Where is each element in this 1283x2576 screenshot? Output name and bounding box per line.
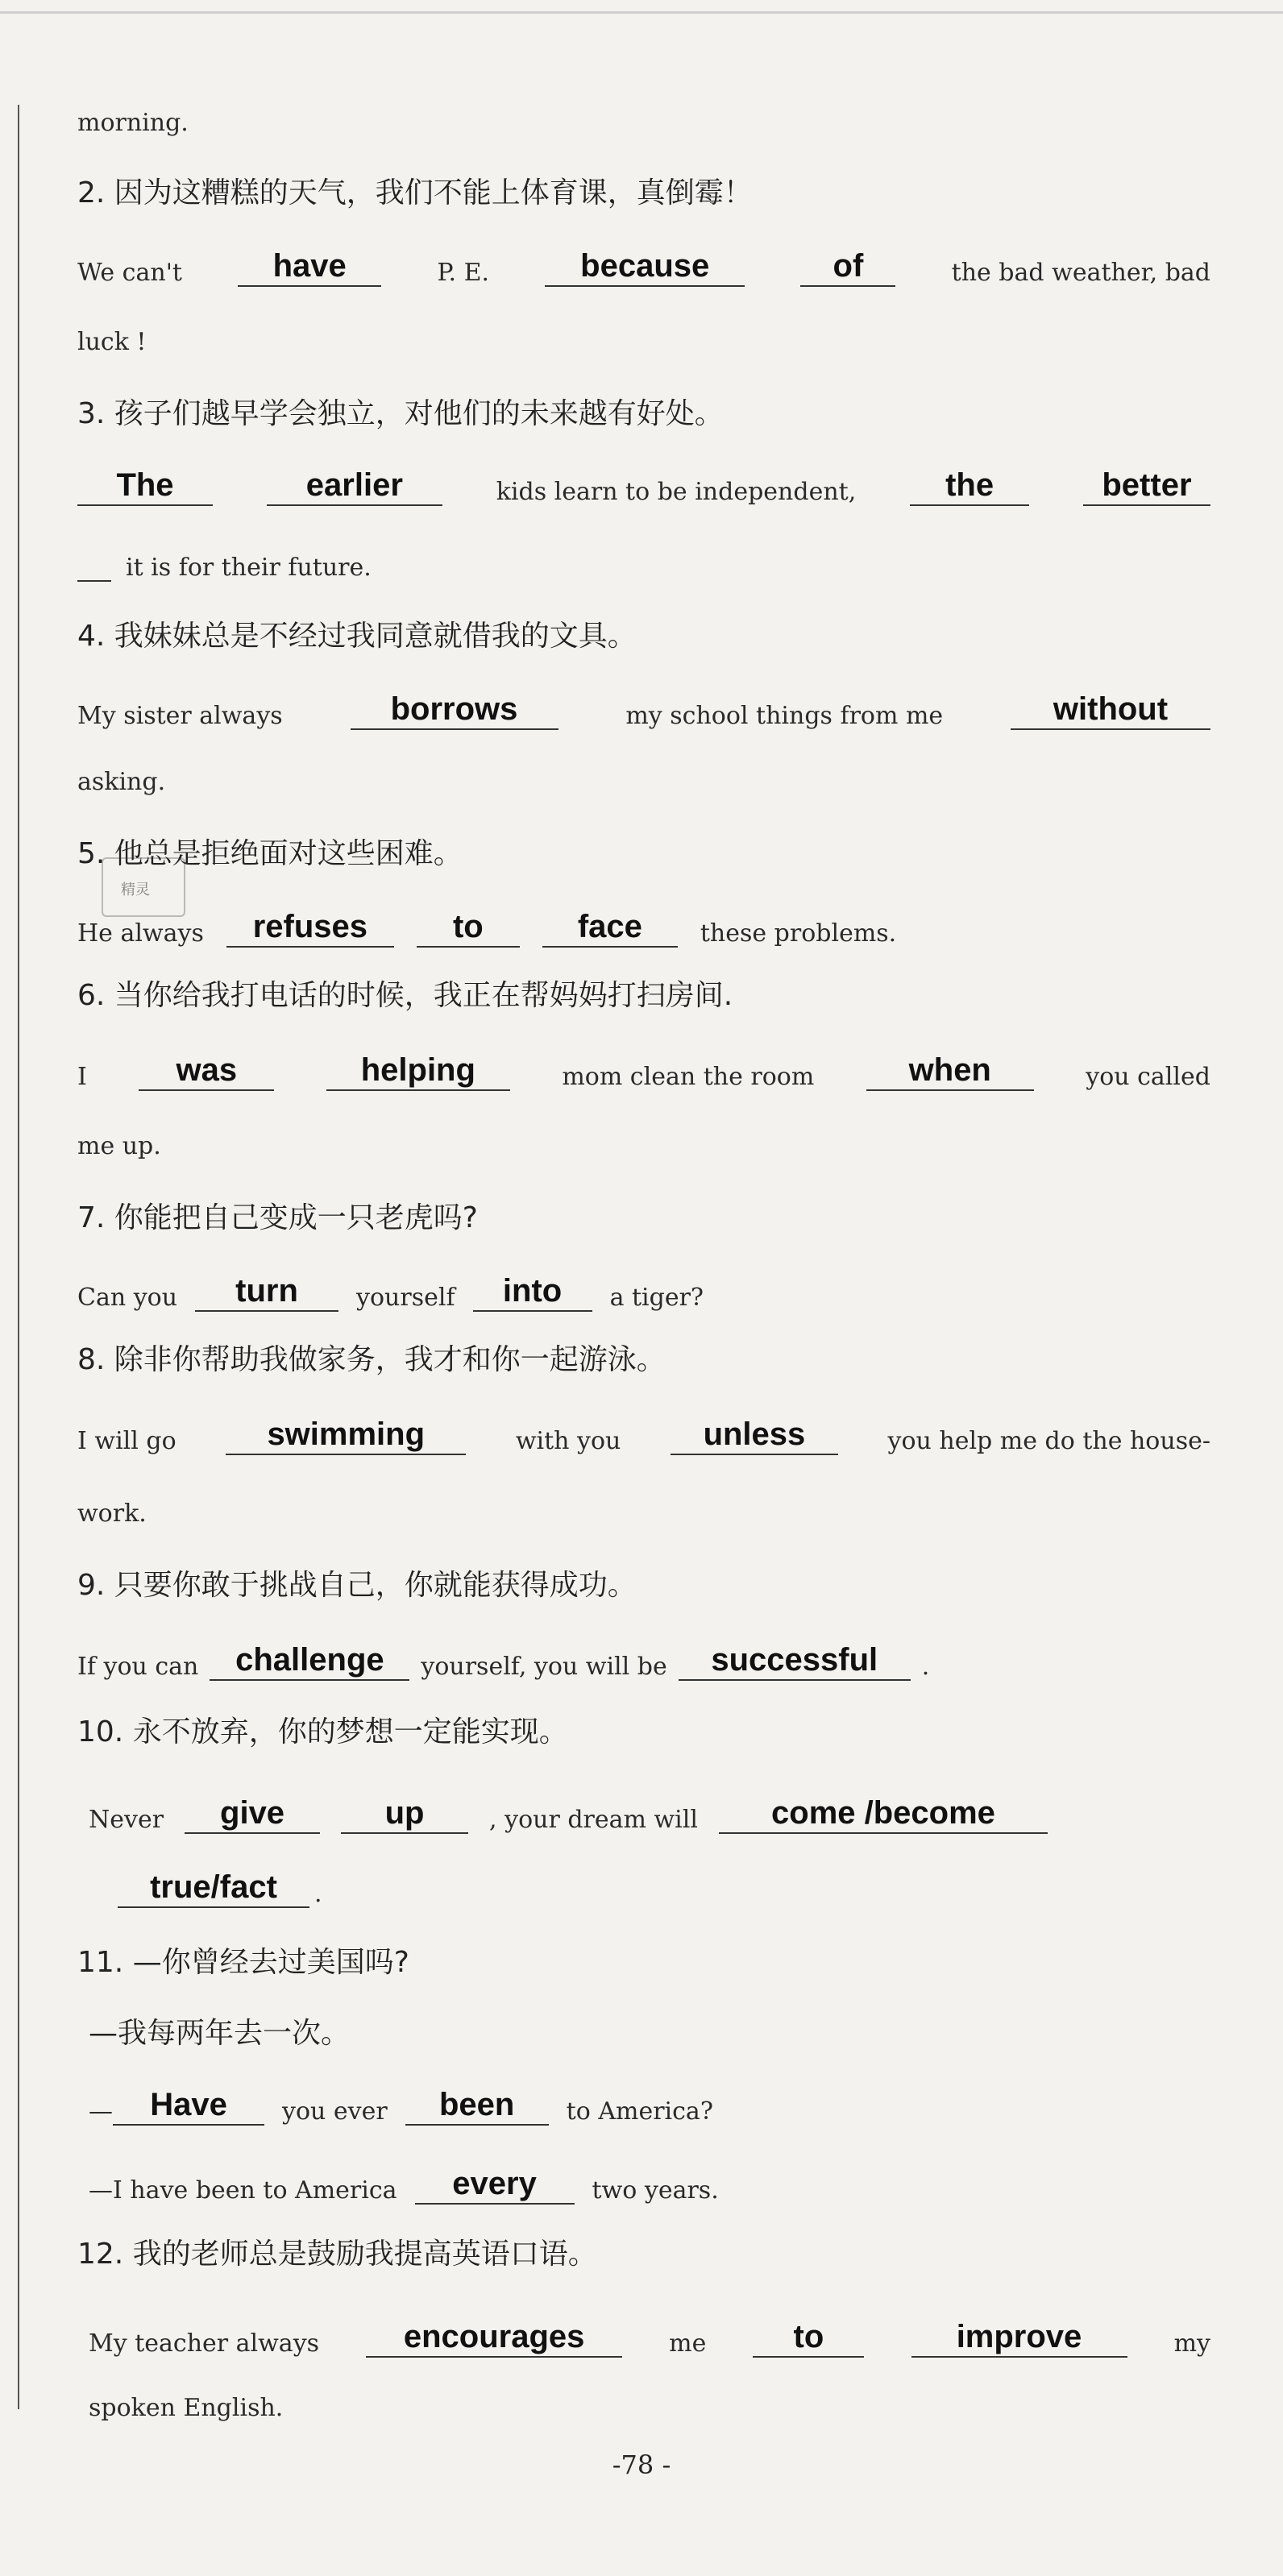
- q10-answer-1: give: [185, 1797, 320, 1834]
- q9-chinese: 9. 只要你敢于挑战自己，你就能获得成功。: [77, 1569, 637, 1602]
- q8-tail: work.: [77, 1500, 147, 1528]
- q10-text-2: , your dream will: [489, 1806, 698, 1834]
- q2-answer-1: have: [238, 250, 381, 287]
- q7-answer-2: into: [473, 1275, 592, 1312]
- q3-text-1: kids learn to be independent,: [496, 478, 857, 506]
- q3-answer-2: earlier: [267, 469, 442, 506]
- q5-answer-3: face: [542, 911, 678, 948]
- q7-text-2: yourself: [356, 1284, 455, 1312]
- q11-answer-2: been: [405, 2089, 549, 2126]
- q11-text-1: —: [89, 2097, 113, 2126]
- q12-text-3: my: [1173, 2329, 1210, 2358]
- left-margin-line: [18, 105, 19, 2409]
- q12-answer-1: encourages: [366, 2321, 622, 2358]
- q2-chinese: 2. 因为这糟糕的天气，我们不能上体育课，真倒霉！: [77, 176, 753, 209]
- q7-answer-1: turn: [195, 1275, 338, 1312]
- q11-text-5: two years.: [592, 2176, 719, 2205]
- q9-answer-2: successful: [679, 1644, 911, 1681]
- q8-text-2: with you: [515, 1427, 621, 1455]
- q10-english-2: [77, 1871, 1210, 1908]
- q12-english: [77, 2321, 1210, 2358]
- q12-tail: spoken English.: [89, 2394, 284, 2422]
- q2-tail: luck !: [77, 328, 147, 356]
- q10-text-1: Never: [89, 1806, 164, 1834]
- q10-chinese: 10. 永不放弃，你的梦想一定能实现。: [77, 1715, 568, 1748]
- q12-text-1: My teacher always: [89, 2329, 320, 2358]
- q8-answer-1: swimming: [226, 1418, 466, 1455]
- q9-text-3: .: [921, 1653, 930, 1681]
- q4-text-2: my school things from me: [625, 702, 944, 730]
- page-number: -78 -: [612, 2449, 671, 2480]
- q2-text-2: P. E.: [437, 259, 490, 287]
- q8-text-1: I will go: [77, 1427, 176, 1455]
- q2-text-1: We can't: [77, 259, 182, 287]
- q6-english: [77, 1054, 1210, 1091]
- q12-text-2: me: [669, 2329, 707, 2358]
- q11-english-2: [77, 2167, 1210, 2205]
- q3-chinese: 3. 孩子们越早学会独立，对他们的未来越有好处。: [77, 397, 724, 430]
- q5-answer-1: refuses: [226, 911, 394, 948]
- q7-text-1: Can you: [77, 1284, 178, 1312]
- q2-answer-3: of: [800, 250, 895, 287]
- q2-answer-2: because: [545, 250, 745, 287]
- q3-answer-4: better: [1083, 469, 1210, 506]
- q11-text-4: —I have been to America: [89, 2176, 397, 2205]
- q12-chinese: 12. 我的老师总是鼓励我提高英语口语。: [77, 2238, 597, 2271]
- q6-text-1: I: [77, 1063, 87, 1091]
- top-rule: [0, 11, 1283, 14]
- q3-answer-3: the: [910, 469, 1029, 506]
- q11-english-1: [77, 2089, 1210, 2126]
- q4-chinese: 4. 我妹妹总是不经过我同意就借我的文具。: [77, 620, 637, 653]
- q10-text-3: .: [314, 1880, 322, 1908]
- q3-tail: it is for their future.: [126, 554, 372, 582]
- q1-tail: morning.: [77, 109, 189, 137]
- q8-chinese: 8. 除非你帮助我做家务，我才和你一起游泳。: [77, 1343, 666, 1376]
- q5-text-2: these problems.: [700, 919, 897, 948]
- q6-answer-3: when: [866, 1054, 1034, 1091]
- q8-text-3: you help me do the house-: [887, 1427, 1210, 1455]
- q6-chinese: 6. 当你给我打电话的时候，我正在帮妈妈打扫房间.: [77, 979, 733, 1012]
- q5-chinese: 5. 他总是拒绝面对这些困难。: [77, 837, 463, 870]
- q2-english: [77, 250, 1210, 287]
- q9-answer-1: challenge: [210, 1644, 409, 1681]
- q10-answer-3: come /become: [719, 1797, 1048, 1834]
- q11-answer-3: every: [415, 2167, 575, 2205]
- q6-text-3: you called: [1086, 1063, 1210, 1091]
- q3-tail-line: [77, 553, 1210, 582]
- q4-english: [77, 693, 1210, 730]
- q11-answer-1: Have: [113, 2089, 264, 2126]
- q3-answer-1: The: [77, 469, 213, 506]
- q2-text-3: the bad weather, bad: [951, 259, 1210, 287]
- q12-answer-2: to: [753, 2321, 864, 2358]
- q9-text-2: yourself, you will be: [421, 1653, 667, 1681]
- q5-text-1: He always: [77, 919, 204, 948]
- q10-english: [77, 1797, 1210, 1834]
- q6-tail: me up.: [77, 1132, 161, 1160]
- q4-text-1: My sister always: [77, 702, 283, 730]
- q11-text-2: you ever: [282, 2097, 388, 2126]
- q7-chinese: 7. 你能把自己变成一只老虎吗?: [77, 1201, 478, 1234]
- q7-text-3: a tiger?: [609, 1284, 704, 1312]
- q9-english: [77, 1644, 1210, 1681]
- q6-answer-2: helping: [326, 1054, 510, 1091]
- q11-chinese-1: 11. —你曾经去过美国吗?: [77, 1946, 409, 1979]
- q5-answer-2: to: [417, 911, 520, 948]
- q9-text-1: If you can: [77, 1653, 199, 1681]
- q5-english: [77, 911, 1210, 948]
- q6-answer-1: was: [139, 1054, 274, 1091]
- q12-answer-3: improve: [911, 2321, 1127, 2358]
- q3-english: [77, 469, 1210, 506]
- q4-tail: asking.: [77, 768, 166, 796]
- q4-answer-2: without: [1011, 693, 1210, 730]
- q11-text-3: to America?: [566, 2097, 713, 2126]
- q6-text-2: mom clean the room: [562, 1063, 815, 1091]
- watermark-stamp-text: 精灵: [121, 881, 150, 898]
- q4-answer-1: borrows: [351, 693, 558, 730]
- q8-english: [77, 1418, 1210, 1455]
- q8-answer-2: unless: [671, 1418, 838, 1455]
- q10-answer-4: true/fact: [118, 1871, 309, 1908]
- q10-answer-2: up: [341, 1797, 468, 1834]
- q11-chinese-2: —我每两年去一次。: [89, 2017, 351, 2050]
- q7-english: [77, 1275, 1210, 1312]
- q3-tail-blank: [77, 553, 111, 582]
